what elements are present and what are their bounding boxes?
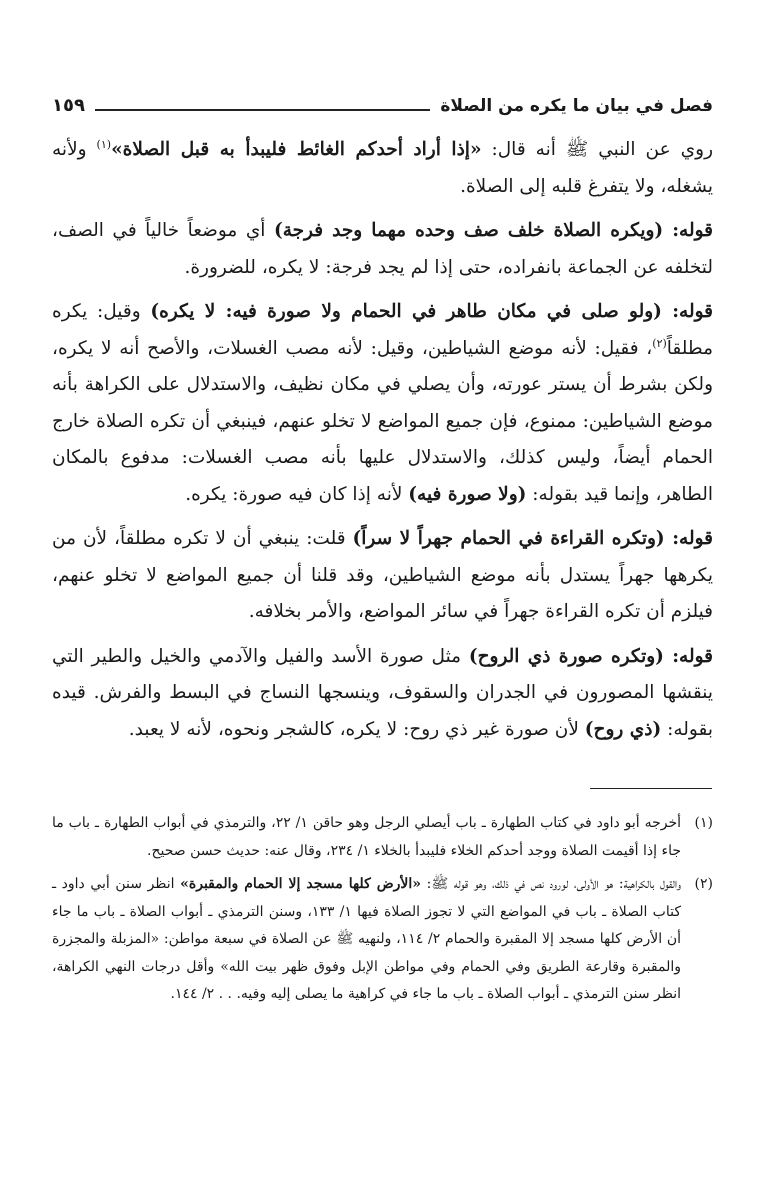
paragraph-text: وقيل: يكره مطلقاً	[52, 301, 713, 359]
paragraph-text: قلت: ينبغي أن لا تكره مطلقاً، لأن من يكرهها جهراً يستدل بأنه موضع الشياطين، وقد قلنا أن جميع المواضع لا تخلو عنهم، فيلزم أن تكره القراءة جهراً في سائر المواضع، والأمر بخلافه.	[52, 528, 713, 622]
hadith-quote: «الأرض كلها مسجد إلا الحمام والمقبرة»	[180, 876, 422, 892]
paragraph-text: لأن صورة غير ذي روح: لا يكره، كالشجر ونحوه، لأنه لا يعبد.	[128, 718, 585, 740]
paragraph-text: لأنه إذا كان فيه صورة: يكره.	[185, 483, 409, 505]
paragraph-lead: قوله: (وتكره القراءة في الحمام جهراً لا سراً)	[352, 528, 713, 549]
paragraph-lead: قوله: (ولو صلى في مكان طاهر في الحمام ولا صورة فيه: لا يكره)	[150, 301, 714, 322]
footnote	[52, 810, 713, 865]
footnote-number: (١)	[694, 815, 713, 831]
paragraph	[52, 132, 713, 205]
paragraph	[52, 639, 713, 749]
footnote-text	[52, 871, 681, 1009]
quoted-term: (ولا صورة فيه)	[408, 483, 527, 505]
page-number: ١٥٩	[52, 95, 85, 116]
paragraph-lead: قوله: (ويكره الصلاة خلف صف وحده مهما وجد فرجة)	[273, 220, 713, 241]
footnote-ref: (١)	[96, 137, 112, 151]
page-header	[52, 88, 713, 116]
paragraph-text: ، فقيل: لأنه موضع الشياطين، وقيل: لأنه مصب الغسلات، والأصح أنه لا يكره، ولكن بشرط أن يستر عورته، وأن يصلي في مكان نظيف، والاستدلال على الكراهة بأنه موضع الشياطين: ممنوع، فإن جميع المواضع لا تخلو عنهم، فينبغي أن تكره الصلاة خارج الحمام أيضاً، وليس كذلك، والاستدلال عليها بأنه مصب الغسلات: مدفوع بالمكان الطاهر، وإنما قيد بقوله:	[52, 337, 713, 505]
footnote-ref: (٢)	[652, 336, 667, 350]
footnote-number: (٢)	[694, 876, 713, 892]
paragraph	[52, 213, 713, 286]
chapter-title: فصل في بيان ما يكره من الصلاة	[440, 96, 713, 116]
paragraph-text: ولأنه يشغله، ولا يتفرغ قلبه إلى الصلاة.	[52, 139, 713, 197]
header-rule	[95, 109, 430, 111]
paragraph	[52, 521, 713, 631]
paragraph-text: مثل صورة الأسد والفيل والآدمي والخيل والطير التي ينقشها المصورون في الجدران والسقوف، وينسجها النساج في البسط والفرش. قيده بقوله:	[52, 645, 713, 740]
footnote	[52, 871, 713, 1009]
hadith-quote: «إذا أراد أحدكم الغائط فليبدأ به قبل الصلاة»	[111, 139, 482, 160]
footnote-text-part: انظر سنن أبي داود ـ كتاب الصلاة ـ باب في المواضع التي لا تجوز الصلاة فيها ١/ ١٣٣، وسنن الترمذي ـ أبواب الصلاة ـ باب ما جاء أن الأرض كلها مسجد إلا المقبرة والحمام ٢/ ١١٤، ولنهيه ﷺ عن الصلاة في سبعة مواطن: «المزبلة والمجزرة والمقبرة وقارعة الطريق وفي الحمام وفي مواطن الإبل وفوق ظهر بيت الله» وأقل درجات النهي الكراهة، انظر سنن الترمذي ـ أبواب الصلاة ـ باب ما جاء في كراهية ما يصلى إليه وفيه. . . ٢/ ١٤٤.	[52, 876, 681, 1002]
paragraph	[52, 294, 713, 513]
paragraph-text: روي عن النبي ﷺ أنه قال:	[481, 139, 714, 160]
footnote-separator	[590, 788, 712, 789]
footnote-text-part: والقول بالكراهية: هو الأولى، لورود نص في ذلك، وهو قوله ﷺ:	[421, 876, 681, 892]
main-text	[52, 132, 713, 756]
footnotes	[52, 810, 713, 1015]
quoted-term: (ذي روح)	[584, 718, 662, 740]
paragraph-lead: قوله: (وتكره صورة ذي الروح)	[468, 645, 713, 667]
paragraph-text: أي موضعاً خالياً في الصف، لتخلفه عن الجماعة بانفراده، حتى إذا لم يجد فرجة: لا يكره، للضرورة.	[52, 220, 713, 278]
footnote-text: أخرجه أبو داود في كتاب الطهارة ـ باب أيصلي الرجل وهو حاقن ١/ ٢٢، والترمذي في أبواب الطهارة ـ باب ما جاء إذا أقيمت الصلاة ووجد أحدكم الخلاء فليبدأ بالخلاء ١/ ٢٣٤، وقال عنه: حديث حسن صحيح.	[52, 815, 682, 859]
